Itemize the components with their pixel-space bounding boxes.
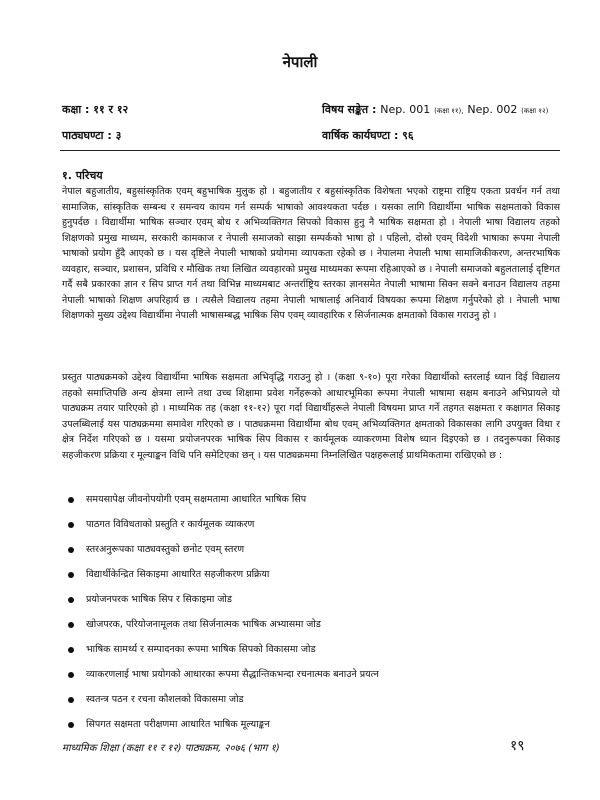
bullet-icon xyxy=(68,597,74,603)
intro-paragraph-1: नेपाल बहुजातीय, बहुसांस्कृतिक एवम् बहुभाषिक मुलुक हो । बहुजातीय र बहुसांस्कृतिक विशेषता भएको राष्ट्रमा राष्ट्रिय एकता प्रवर्धन गर्न तथा सामाजिक, सांस्कृतिक सम्बन्ध र समन्वय कायम गर्न सम्पर्क भाषाको आवश्यकता पर्दछ । यसका लागि विद्यार्थीमा भाषिक सक्षमताको विकास हुनुपर्दछ । विद्यार्थीमा भाषिक सञ्चार एवम् बोध र अभिव्यक्तिगत सिपको विकास हुनु नै भाषिक सक्षमता हो । नेपाली भाषा विद्यालय तहको शिक्षणको प्रमुख माध्यम, सरकारी कामकाज र नेपाली समाजको साझा सम्पर्कको भाषा हो । पहिलो, दोस्रो एवम् विदेशी भाषाका रूपमा नेपाली भाषाको प्रयोग हुँदै आएको छ । यस दृष्टिले नेपाली भाषाको प्रयोगमा व्यापकता रहेको छ । नेपालमा नेपाली भाषा सामाजिकीकरण, अन्तरभाषिक व्यवहार, सञ्चार, प्रशासन, प्रविधि र मौखिक तथा लिखित व्यवहारको प्रमुख माध्यमका रूपमा रहिआएको छ । नेपाली समाजको बहुलतालाई दृष्टिगत गर्दै सबै प्रकारका ज्ञान र सिप प्राप्त गर्न तथा विभिन्न माध्यमबाट अन्तर्राष्ट्रिय स्तरका ज्ञानसमेत नेपाली भाषामा सिक्न सक्ने बनाउन विद्यालय तहमा नेपाली भाषाको शिक्षण अपरिहार्य छ । त्यसैले विद्यालय तहमा नेपाली भाषालाई अनिवार्य विषयका रूपमा शिक्षण गर्नुपरेको हो । नेपाली भाषा शिक्षणको मुख्य उद्देश्य विद्यार्थीमा नेपाली भाषासम्बद्ध भाषिक सिप एवम् व्यावहारिक र सिर्जनात्मक क्षमताको विकास गराउनु हो । xyxy=(62,186,560,321)
subject-code xyxy=(322,102,548,117)
header-divider xyxy=(60,150,560,151)
bullet-icon xyxy=(68,672,74,678)
class-label: कक्षा : ११ र १२ xyxy=(62,103,129,116)
section-heading: १. परिचय xyxy=(62,169,103,182)
credit-hours: पाठ्यघण्टा : ३ xyxy=(62,129,122,142)
bullet-icon xyxy=(68,547,74,553)
bullet-icon xyxy=(68,697,74,703)
subject-code-1-note: (कक्षा ११), xyxy=(434,107,464,115)
list-item: स्वतन्त्र पठन र रचना कौशलको विकासमा जोड xyxy=(68,692,548,717)
list-item: खोजपरक, परियोजनामूलक तथा सिर्जनात्मक भाषिक अभ्यासमा जोड xyxy=(68,617,548,642)
bullet-icon xyxy=(68,572,74,578)
subject-code-2-note: (कक्षा १२) xyxy=(521,107,549,115)
bullet-icon xyxy=(68,497,74,503)
bullet-icon xyxy=(68,522,74,528)
subject-code-2: Nep. 002 xyxy=(467,103,518,116)
list-item: स्तरअनुरूपका पाठ्यवस्तुको छनोट एवम् स्तरण xyxy=(68,542,548,567)
subject-code-label: विषय सङ्केत : xyxy=(322,103,377,116)
list-item: समयसापेक्ष जीवनोपयोगी एवम् सक्षमतामा आधारित भाषिक सिप xyxy=(68,492,548,517)
page-number: १९ xyxy=(510,738,525,754)
subject-code-1: Nep. 001 xyxy=(380,103,431,116)
bullet-icon xyxy=(68,647,74,653)
list-item: व्याकरणलाई भाषा प्रयोगको आधारका रूपमा सैद्धान्तिकभन्दा रचनात्मक बनाउने प्रयत्न xyxy=(68,667,548,692)
list-item: सिपगत सक्षमता परीक्षणमा आधारित भाषिक मूल्याङ्कन xyxy=(68,717,548,742)
bullet-icon xyxy=(68,722,74,728)
list-item: पाठगत विविधताको प्रस्तुति र कार्यमूलक व्याकरण xyxy=(68,517,548,542)
bullet-icon xyxy=(68,622,74,628)
footer-text: माध्यमिक शिक्षा (कक्षा ११ र १२) पाठ्यक्रम, २०७६ (भाग १) xyxy=(62,743,280,754)
list-item: भाषिक सामर्थ्य र सम्पादनका रूपमा भाषिक सिपको विकासमा जोड xyxy=(68,642,548,667)
priority-list xyxy=(68,492,548,742)
annual-hours: वार्षिक कार्यघण्टा : ९६ xyxy=(322,129,414,142)
list-item: विद्यार्थीकेन्द्रित सिकाइमा आधारित सहजीकरण प्रक्रिया xyxy=(68,567,548,592)
list-item: प्रयोजनपरक भाषिक सिप र सिकाइमा जोड xyxy=(68,592,548,617)
page-title: नेपाली xyxy=(282,53,318,71)
intro-paragraph-2: प्रस्तुत पाठ्यक्रमको उद्देश्य विद्यार्थीमा भाषिक सक्षमता अभिवृद्धि गराउनु हो । (कक्षा ९-१०) पूरा गरेका विद्यार्थीको स्तरलाई ध्यान दिई विद्यालय तहको समाप्तिपछि अन्य क्षेत्रमा लाग्ने तथा उच्च शिक्षामा प्रवेश गर्नेहरूको आधारभूमिका रूपमा नेपाली भाषामा सक्षम बनाउने अभिप्रायले यो पाठ्यक्रम तयार पारिएको हो । माध्यमिक तह (कक्षा ११-१२) पूरा गर्दा विद्यार्थीहरूले नेपाली विषयमा प्राप्त गर्ने तहगत सक्षमता र कक्षागत सिकाइ उपलब्धिलाई यस पाठ्यक्रममा समावेश गरिएको छ । पाठ्यक्रममा विद्यार्थीमा बोध एवम् अभिव्यक्तिगत क्षमताको विकासका लागि उपयुक्त विधा र क्षेत्र निर्देश गरिएको छ । यसमा प्रयोजनपरक भाषिक सिप विकास र कार्यमूलक व्याकरणमा विशेष ध्यान दिइएको छ । तदनुरूपका सिकाइ सहजीकरण प्रक्रिया र मूल्याङ्कन विधि पनि समेटिएका छन् । यस पाठ्यक्रममा निम्नलिखित पक्षहरूलाई प्राथमिकतामा राखिएको छ : xyxy=(62,372,560,461)
